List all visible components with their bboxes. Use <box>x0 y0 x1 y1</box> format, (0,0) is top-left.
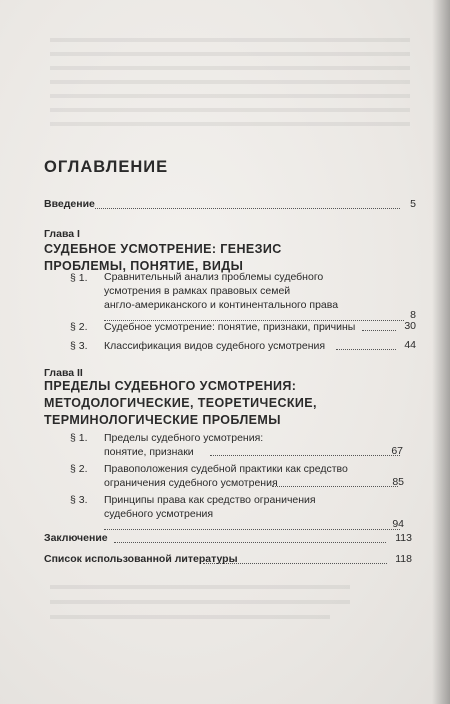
section-title-line: Сравнительный анализ проблемы судебного <box>104 271 324 283</box>
chapter-2-title-line3: ТЕРМИНОЛОГИЧЕСКИЕ ПРОБЛЕМЫ <box>44 413 281 427</box>
section-title-line: Правоположения судебной практики как средство <box>104 463 348 475</box>
section-title-line: англо-американского и континентального права <box>104 299 339 311</box>
toc-entry-bibliography-label: Список использованной литературы <box>44 553 238 565</box>
chapter-1-label: Глава I <box>44 228 80 240</box>
section-title-line: Пределы судебного усмотрения: <box>104 432 264 444</box>
section-page: 30 <box>404 320 416 332</box>
chapter-2-title-line2: МЕТОДОЛОГИЧЕСКИЕ, ТЕОРЕТИЧЕСКИЕ, <box>44 396 317 410</box>
section-number: § 2. <box>70 463 88 475</box>
show-through-line <box>50 66 410 70</box>
show-through-line <box>50 80 410 84</box>
section-number: § 1. <box>70 272 88 284</box>
show-through-line <box>50 94 410 98</box>
section-title-line: Классификация видов судебного усмотрения <box>104 340 326 352</box>
chapter-1-title-line2: ПРОБЛЕМЫ, ПОНЯТИЕ, ВИДЫ <box>44 259 244 273</box>
chapter-1-title-line1: СУДЕБНОЕ УСМОТРЕНИЕ: ГЕНЕЗИС <box>44 242 282 256</box>
chapter-2-title-line1: ПРЕДЕЛЫ СУДЕБНОГО УСМОТРЕНИЯ: <box>44 379 297 393</box>
section-title-line: судебного усмотрения <box>104 508 214 520</box>
toc-entry-intro-page: 5 <box>410 198 416 210</box>
section-number: § 1. <box>70 432 88 444</box>
chapter-2-label: Глава II <box>44 367 83 379</box>
show-through-line <box>50 38 410 42</box>
section-number: § 2. <box>70 321 88 333</box>
section-title-line: Судебное усмотрение: понятие, признаки, причины <box>104 321 356 333</box>
section-title-line: Принципы права как средство ограничения <box>104 494 316 506</box>
dot-leader <box>203 563 387 564</box>
section-number: § 3. <box>70 340 88 352</box>
show-through-line <box>50 585 350 589</box>
section-number: § 3. <box>70 494 88 506</box>
section-page: 8 <box>410 309 416 321</box>
section-title-line: понятие, признаки <box>104 446 194 458</box>
dot-leader <box>114 542 386 543</box>
section-title-line: ограничения судебного усмотрения <box>104 477 278 489</box>
show-through-line <box>50 52 410 56</box>
toc-entry-conclusion-page: 113 <box>395 532 412 544</box>
section-page: 85 <box>392 476 404 488</box>
show-through-line <box>50 600 350 604</box>
section-page: 44 <box>404 339 416 351</box>
toc-heading: ОГЛАВЛЕНИЕ <box>44 158 169 176</box>
toc-entry-intro-label: Введение <box>44 198 95 210</box>
dot-leader <box>95 208 400 209</box>
dot-leader <box>104 529 400 530</box>
section-page: 67 <box>391 445 403 457</box>
toc-entry-conclusion-label: Заключение <box>44 532 108 544</box>
show-through-line <box>50 108 410 112</box>
section-title-line: усмотрения в рамках правовых семей <box>104 285 291 297</box>
toc-entry-bibliography-page: 118 <box>395 553 412 565</box>
book-spine-shadow <box>432 0 450 704</box>
section-page: 94 <box>392 518 404 530</box>
show-through-line <box>50 122 410 126</box>
show-through-line <box>50 615 330 619</box>
